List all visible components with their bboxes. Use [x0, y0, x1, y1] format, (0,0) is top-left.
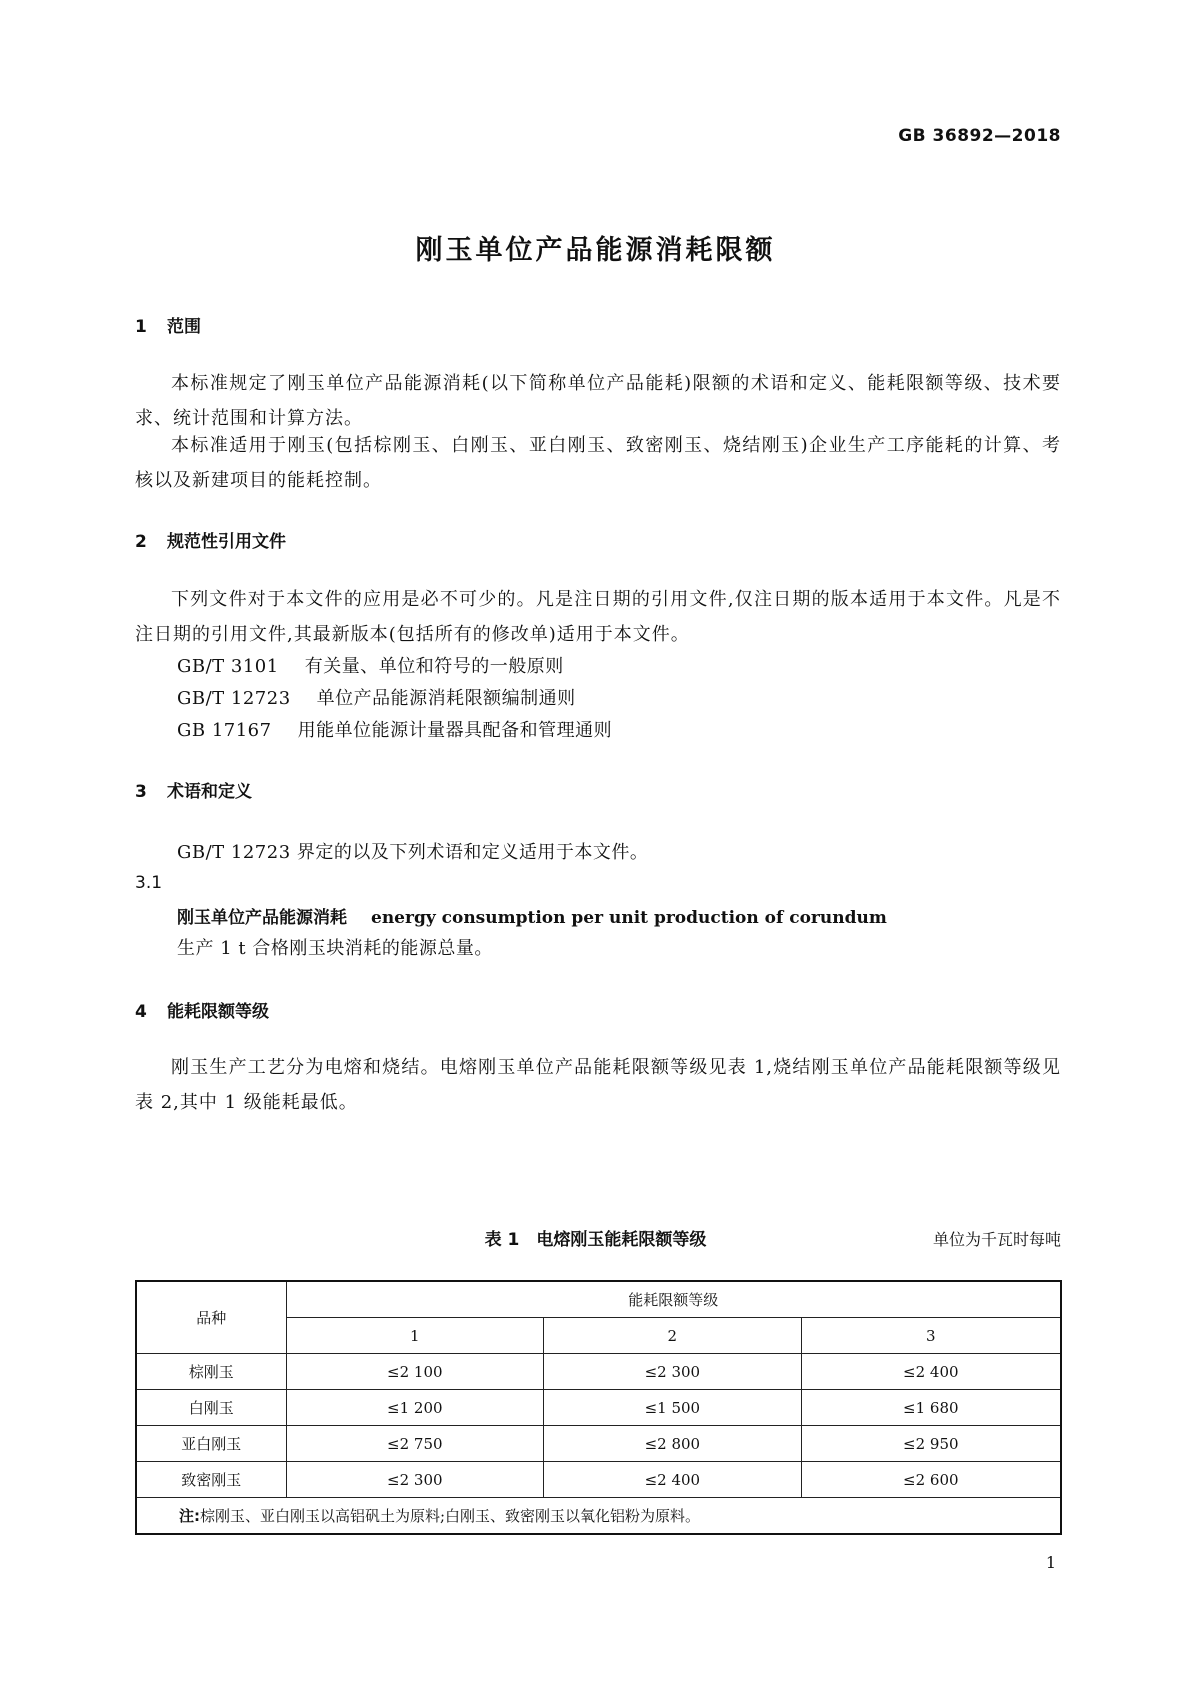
- value-cell: ≤2 400: [801, 1354, 1061, 1390]
- section-1-paragraph-1: 本标准规定了刚玉单位产品能源消耗(以下简称单位产品能耗)限额的术语和定义、能耗限额等级、技术要求、统计范围和计算方法。: [135, 373, 1061, 429]
- value-cell: ≤1 500: [544, 1390, 802, 1426]
- term-number: 3.1: [135, 873, 163, 893]
- note-label: 注:: [179, 1507, 200, 1525]
- reference-code: GB/T 3101: [177, 656, 279, 677]
- section-title: 范围: [167, 317, 201, 337]
- section-1-paragraph-2: 本标准适用于刚玉(包括棕刚玉、白刚玉、亚白刚玉、致密刚玉、烧结刚玉)企业生产工序能耗的计算、考核以及新建项目的能耗控制。: [135, 435, 1061, 491]
- value-cell: ≤2 300: [544, 1354, 802, 1390]
- reference-item: [177, 716, 612, 742]
- term-definition: 生产 1 t 合格刚玉块消耗的能源总量。: [177, 938, 493, 959]
- table-caption: 表 1 电熔刚玉能耗限额等级: [484, 1230, 707, 1250]
- table-row: [136, 1426, 1061, 1462]
- section-1-heading: [135, 312, 201, 337]
- document-title: 刚玉单位产品能源消耗限额: [415, 235, 776, 266]
- note-text: 棕刚玉、亚白刚玉以高铝矾土为原料;白刚玉、致密刚玉以氧化铝粉为原料。: [200, 1507, 701, 1525]
- page-number: 1: [1045, 1553, 1056, 1572]
- section-title: 术语和定义: [167, 782, 252, 802]
- reference-item: [177, 684, 576, 710]
- section-2-paragraph-1: 下列文件对于本文件的应用是必不可少的。凡是注日期的引用文件,仅注日期的版本适用于本文件。凡是不注日期的引用文件,其最新版本(包括所有的修改单)适用于本文件。: [135, 589, 1061, 645]
- value-cell: ≤2 950: [801, 1426, 1061, 1462]
- product-cell: 白刚玉: [136, 1390, 286, 1426]
- value-cell: ≤2 750: [286, 1426, 544, 1462]
- value-cell: ≤2 100: [286, 1354, 544, 1390]
- reference-title: 用能单位能源计量器具配备和管理通则: [297, 720, 613, 741]
- section-number: 3: [135, 782, 147, 802]
- reference-code: GB/T 12723: [177, 688, 291, 709]
- header-grade: 2: [544, 1318, 802, 1354]
- term-name: [177, 903, 887, 928]
- reference-code: GB 17167: [177, 720, 272, 741]
- header-grade: 3: [801, 1318, 1061, 1354]
- section-4-paragraph-1: 刚玉生产工艺分为电熔和烧结。电熔刚玉单位产品能耗限额等级见表 1,烧结刚玉单位产品能耗限额等级见表 2,其中 1 级能耗最低。: [135, 1057, 1061, 1113]
- value-cell: ≤1 680: [801, 1390, 1061, 1426]
- section-number: 1: [135, 317, 147, 337]
- standard-code: GB 36892—2018: [898, 126, 1061, 146]
- section-number: 4: [135, 1002, 147, 1022]
- table-note-row: [136, 1498, 1061, 1535]
- table-note: [136, 1498, 1061, 1535]
- reference-title: 有关量、单位和符号的一般原则: [304, 656, 564, 677]
- section-4-heading: [135, 997, 269, 1022]
- product-cell: 棕刚玉: [136, 1354, 286, 1390]
- value-cell: ≤2 600: [801, 1462, 1061, 1498]
- energy-limit-table: [135, 1280, 1062, 1535]
- table-row: [136, 1354, 1061, 1390]
- table-row: [136, 1462, 1061, 1498]
- table-header-row: [136, 1281, 1061, 1318]
- value-cell: ≤2 800: [544, 1426, 802, 1462]
- term-name-en: energy consumption per unit production of corundum: [371, 908, 887, 928]
- value-cell: ≤2 400: [544, 1462, 802, 1498]
- section-2-heading: [135, 527, 286, 552]
- header-product: 品种: [136, 1281, 286, 1354]
- table-unit: 单位为千瓦时每吨: [932, 1230, 1061, 1249]
- header-grade-group: 能耗限额等级: [286, 1281, 1061, 1318]
- reference-title: 单位产品能源消耗限额编制通则: [316, 688, 576, 709]
- product-cell: 亚白刚玉: [136, 1426, 286, 1462]
- section-3-heading: [135, 777, 252, 802]
- table-row: [136, 1390, 1061, 1426]
- section-3-intro: GB/T 12723 界定的以及下列术语和定义适用于本文件。: [177, 842, 649, 863]
- section-title: 能耗限额等级: [167, 1002, 269, 1022]
- product-cell: 致密刚玉: [136, 1462, 286, 1498]
- section-number: 2: [135, 532, 147, 552]
- value-cell: ≤1 200: [286, 1390, 544, 1426]
- header-grade: 1: [286, 1318, 544, 1354]
- term-name-cn: 刚玉单位产品能源消耗: [177, 908, 347, 928]
- section-title: 规范性引用文件: [167, 532, 286, 552]
- reference-item: [177, 652, 564, 678]
- value-cell: ≤2 300: [286, 1462, 544, 1498]
